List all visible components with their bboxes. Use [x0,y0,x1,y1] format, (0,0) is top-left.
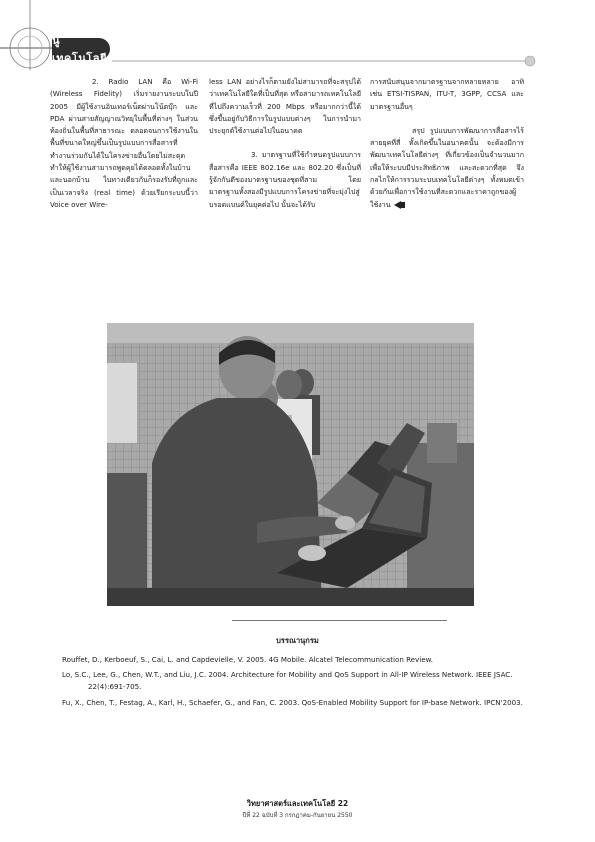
footer-issue: ปีที่ 22 ฉบับที่ 3 กรกฎาคม-กันยายน 2550 [242,812,353,819]
page-number: 22 [337,799,349,808]
references-title: บรรณานุกรม [276,636,319,645]
reference-item: Rouffet, D., Kerboeuf, S., Cai, L. and Capdevielle, V. 2005. 4G Mobile. Alcatel Telecommunication Review. [62,655,433,664]
paragraph: less LAN อย่างไรก็ตามยังไม่สามารถที่จะสรุปได้ว่าเทคโนโลยีใดที่เป็นที่สุด หรือสามารถเทคโนโลยีที่ไปถึงความเร็วที่ 200 Mbps หรือมากกว่านี้ได้ ซึ่งขึ้นอยู่กับวิธีการในรูปแบบต่างๆ ในการนำมาประยุกต์ใช้งานต่อไปในอนาคต [209,77,361,136]
photo-people-with-laptops [107,323,474,606]
article-photo [107,323,474,606]
references-list [62,654,530,712]
references-divider [232,620,447,621]
footer-journal-name: วิทยาศาสตร์และเทคโนโลยี [246,799,336,808]
summary-text: สรุป รูปแบบการพัฒนาการสื่อสารไร้สายยุคที่สี่ ทั้งเกิดขึ้นในอนาคตนั้น จะต้องมีการพัฒนาเทคโนโลยีต่างๆ ที่เกี่ยวข้องเป็นจำนวนมากเพื่อให้ระบบมีประสิทธิภาพ และสะดวกที่สุด จึงกลไกให้การรวมระบบเทคโนโลยีต่างๆ ทั้งหมดเข้าด้วยกันเพื่อการใช้งานที่สะดวกและราคาถูกของผู้ใช้งาน [370,125,524,209]
footer-journal-line [0,798,595,810]
text-column-2 [209,76,361,223]
paragraph: 2. Radio LAN คือ Wi-Fi (Wireless Fidelity) เริ่มรายงานระบบในปี 2005 มีผู้ใช้งานอินเทอร์เน็ตผ่านโน้ตบุ๊ก และ PDA ผ่านสายสัญญาณวิทยุในพื้นที่ต่างๆ ในส่วนท้องถิ่นในพื้นที่สาธารณะ ตลอดจนการใช้งานในพื้นที่ขนาดใหญ่ขึ้นเป็นรูปแบบการสื่อสารที่ทำงานร่วมกันได้ในโครงข่ายอื่นโดยไม่สะดุด ทำให้ผู้ใช้งานสามารถพูดคุยได้ตลอดทั้งในบ้านและนอกบ้าน ในทางเดียวกันก็รองรับที่ถูกและเป็นเวลาจริง (real time) ด้วยเรียกระบบนี้ว่า Voice over Wire- [50,77,198,209]
section-label: นูเทคโนโลยี [52,38,110,60]
text-column-3 [370,76,524,223]
text-column-1 [50,76,198,223]
reference-item: Fu, X., Chen, T., Festag, A., Karl, H., Schaefer, G., and Fan, C. 2003. QoS-Enabled Mobility Support for IP-base Network. IPCN'2003. [62,697,523,707]
paragraph: 3. มาตรฐานที่ใช้กำหนดรูปแบบการสื่อสารคือ IEEE 802.16e และ 802.20 ซึ่งเป็นที่รู้จักกันดีของมาตรฐานของชุดที่สาม โดยมาตรฐานทั้งสองมีรูปแบบการโครงข่ายที่จะมุ่งไปสู่บรอดแบนด์ในยุคต่อไป นั้นจะได้รับ [209,150,361,209]
end-mark-icon [394,201,405,209]
paragraph: การสนับสนุนจากมาตรฐานจากหลายหลาย อาทิเช่น ETSI-TISPAN, ITU-T, 3GPP, CCSA และมาตรฐานอื่นๆ [370,77,524,111]
reference-item: Lo, S.C., Lee, G., Chen, W.T., and Liu, J.C. 2004. Architecture for Mobility and QoS Support in All-IP Wireless Network. IEEE JSAC. 22(4):691-705. [62,670,513,692]
summary-paragraph [370,125,524,211]
